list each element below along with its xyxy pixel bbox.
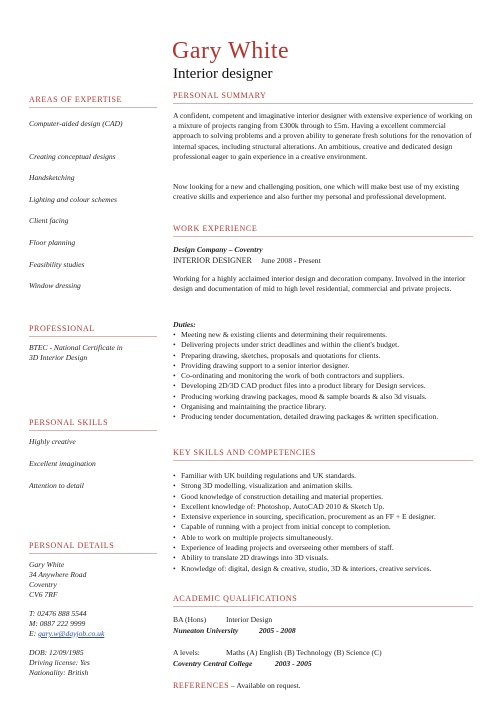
list-item: • Producing tender documentation, detailed drawing packages & written specification. [173,412,475,422]
mobile-number: M: 0887 222 9999 [29,619,86,628]
email-prefix: E: [29,629,39,638]
job-description: Working for a highly acclaimed interior design and decoration company. Involved in the interior design and documentation of mid to high level residential, commercial and private projects. [173,274,466,294]
list-item: • Preparing drawing, sketches, proposals and quotations for clients. [173,351,475,361]
expertise-item: Floor planning [29,238,76,247]
summary-paragraph-2: Now looking for a new and challenging position, one which will make best use of my existing creative skills and experience and also further my personal and professional development. [173,182,460,202]
address-line: Coventry [29,580,57,589]
list-item: • Strong 3D modelling, visualization and animation skills. [173,481,475,491]
list-item: • Ability to translate 2D drawings into 3D visuals. [173,553,475,563]
degree-type: BA (Hons) [173,615,207,624]
skills-rule [29,430,157,431]
degree-subject: Interior Design [226,615,273,624]
skill-item: Highly creative [29,437,76,446]
details-rule [29,553,157,554]
university-years: 2005 - 2008 [259,626,296,635]
key-skills-rule [173,460,473,461]
email-link[interactable]: gary.w@dayjob.co.uk [38,629,105,638]
email-line [29,629,147,639]
list-item: • Organising and maintaining the practice library. [173,402,475,412]
date-of-birth: DOB: 12/09/1985 [29,648,84,657]
address-line: 34 Anywhere Road [29,570,87,579]
experience-rule [173,236,473,237]
list-item: • Co-ordinating and monitoring the work of both contractors and suppliers. [173,371,475,381]
professional-text: BTEC - National Certificate in 3D Interior Design [29,343,123,362]
expertise-heading: AREAS OF EXPERTISE [29,95,122,104]
college-name: Coventry Central College [173,659,253,668]
summary-heading: PERSONAL SUMMARY [173,91,267,100]
education-heading: ACADEMIC QUALIFICATIONS [173,594,298,603]
list-item: • Developing 2D/3D CAD product files into a product library for Design services. [173,381,475,391]
alevels-label: A levels: [173,648,200,657]
experience-heading: WORK EXPERIENCE [173,224,258,233]
skill-item: Attention to detail [29,481,84,490]
phone-number: T: 02476 888 5544 [29,609,87,618]
duties-label: Duties: [173,320,196,329]
list-item: • Experience of leading projects and overseeing other members of staff. [173,543,475,553]
professional-heading: PROFESSIONAL [29,324,95,333]
key-skills-list [173,471,475,574]
list-item: • Capable of running with a project from initial concept to completion. [173,522,475,532]
summary-rule [173,103,473,104]
list-item: • Meeting new & existing clients and determining their requirements. [173,330,475,340]
company-name: Design Company – Coventry [173,245,263,254]
skills-heading: PERSONAL SKILLS [29,418,109,427]
nationality: Nationality: British [29,668,89,677]
list-item: • Good knowledge of construction detailing and material properties. [173,492,475,502]
key-skills-heading: KEY SKILLS AND COMPETENCIES [173,448,316,457]
list-item: • Extensive experience in sourcing, specification, procurement as an FF + E designer. [173,512,475,522]
expertise-item: Handsketching [29,173,75,182]
skill-item: Excellent imagination [29,459,96,468]
address-line: CV6 7RF [29,590,58,599]
university-name: Nuneaton University [173,626,239,635]
references-text: – Available on request. [229,681,301,690]
driving-license: Driving license: Yes [29,658,90,667]
list-item: • Providing drawing support to a senior interior designer. [173,361,475,371]
expertise-item: Computer-aided design (CAD) [29,119,123,128]
details-heading: PERSONAL DETAILS [29,541,115,550]
list-item: • Able to work on multiple projects simultaneously. [173,533,475,543]
duties-list [173,330,475,423]
candidate-title: Interior designer [173,66,273,82]
list-item: • Knowledge of: digital, design & creative, studio, 3D & interiors, creative services. [173,564,475,574]
expertise-rule [29,107,157,108]
college-years: 2003 - 2005 [275,659,312,668]
references-line [173,681,301,690]
expertise-item: Window dressing [29,281,81,290]
expertise-item: Lighting and colour schemes [29,195,117,204]
professional-rule [29,336,157,337]
alevels-results: Maths (A) English (B) Technology (B) Science (C) [226,648,382,657]
education-rule [173,606,473,607]
list-item: • Familiar with UK building regulations and UK standards. [173,471,475,481]
expertise-item: Feasibility studies [29,260,85,269]
expertise-item: Creating conceptual designs [29,152,116,161]
job-role: INTERIOR DESIGNER [173,256,252,265]
references-heading: REFERENCES [173,681,230,690]
address-line: Gary White [29,560,65,569]
list-item: • Delivering projects under strict deadlines and within the client's budget. [173,340,475,350]
candidate-name: Gary White [172,38,290,64]
expertise-item: Client facing [29,216,69,225]
list-item: • Excellent knowledge of: Photoshop, AutoCAD 2010 & Sketch Up. [173,502,475,512]
list-item: • Producing working drawing packages, mood & sample boards & also 3d visuals. [173,392,475,402]
summary-paragraph-1: A confident, competent and imaginative interior designer with extensive experience of working on a mixture of projects ranging from £300k through to £5m. Having a excellent commercial approach to solving problems and a proven ability to generate fresh solutions for the renovation of internal spaces, including structural alterations. An ambitious, creative and dedicated design professional eager to gain experience in a creative environment. [173,111,473,161]
job-dates: June 2008 - Present [261,256,321,265]
